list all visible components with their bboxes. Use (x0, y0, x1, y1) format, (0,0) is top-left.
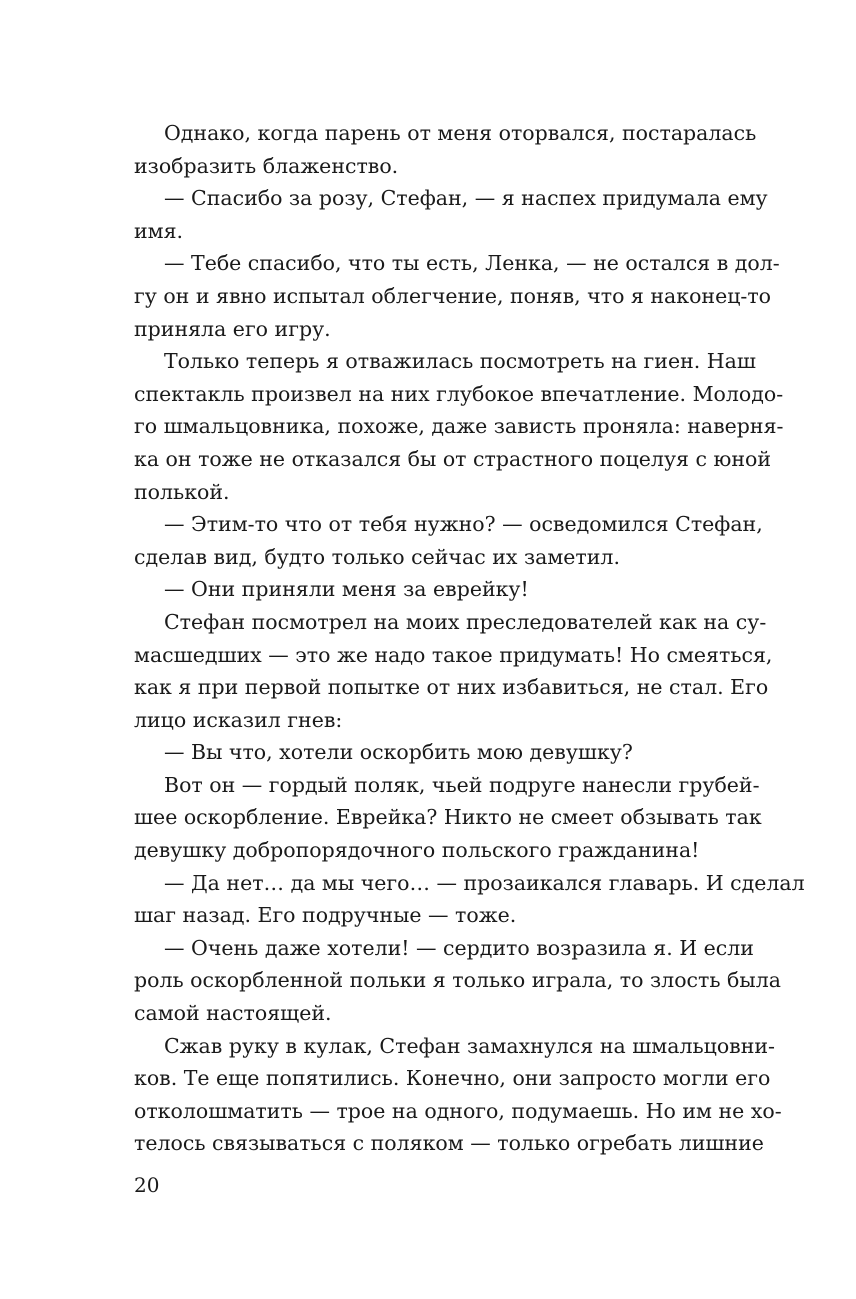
page-number: 20 (134, 1173, 160, 1197)
text-line: шее оскорбление. Еврейка? Никто не смеет обзывать так (134, 805, 762, 830)
text-line: Вот он — гордый поляк, чьей подруге нанесли грубей- (164, 772, 760, 797)
text-line: приняла его игру. (134, 316, 331, 341)
text-line: девушку добропорядочного польского гражданина! (134, 838, 700, 863)
text-line: ков. Те еще попятились. Конечно, они запросто могли его (134, 1066, 771, 1091)
text-line: — Спасибо за розу, Стефан, — я наспех придумала ему (164, 186, 768, 211)
text-line: масшедших — это же надо такое придумать! Но смеяться, (134, 642, 773, 667)
text-line: — Очень даже хотели! — сердито возразила я. И если (164, 935, 754, 960)
text-line: — Да нет… да мы чего… — прозаикался главарь. И сделал (164, 870, 805, 895)
text-line: Однако, когда парень от меня оторвался, постаралась (164, 121, 757, 145)
text-line: имя. (134, 218, 184, 243)
text-line: роль оскорбленной польки я только играла, то злость была (134, 968, 781, 993)
text-line: изобразить блаженство. (134, 153, 399, 178)
text-line: Сжав руку в кулак, Стефан замахнулся на шмальцовни- (164, 1033, 775, 1058)
text-line: — Вы что, хотели оскорбить мою девушку? (164, 740, 633, 765)
text-line: как я при первой попытке от них избавиться, не стал. Его (134, 675, 769, 700)
text-line: Только теперь я отважилась посмотреть на гиен. Наш (164, 349, 756, 374)
text-line: полькой. (134, 479, 230, 504)
text-line: самой настоящей. (134, 1001, 332, 1026)
text-line: го шмальцовника, похоже, даже зависть проняла: наверня- (134, 414, 784, 439)
text-line: гу он и явно испытал облегчение, поняв, что я наконец-то (134, 283, 772, 308)
page-body-text (134, 117, 805, 1160)
text-line: лицо исказил гнев: (134, 707, 343, 732)
text-line: Стефан посмотрел на моих преследователей как на су- (164, 609, 767, 634)
text-line: отколошматить — трое на одного, подумаешь. Но им не хо- (134, 1098, 782, 1123)
text-line: сделав вид, будто только сейчас их заметил. (134, 544, 620, 569)
text-line: — Этим-то что от тебя нужно? — осведомился Стефан, (164, 512, 763, 537)
text-line: ка он тоже не отказался бы от страстного поцелуя с юной (134, 446, 771, 471)
text-line: — Они приняли меня за еврейку! (164, 577, 529, 602)
text-line: телось связываться с поляком — только огребать лишние (134, 1131, 764, 1156)
text-line: шаг назад. Его подручные — тоже. (134, 903, 517, 928)
text-line: спектакль произвел на них глубокое впечатление. Молодо- (134, 381, 784, 406)
text-line: — Тебе спасибо, что ты есть, Ленка, — не остался в дол- (164, 251, 780, 276)
